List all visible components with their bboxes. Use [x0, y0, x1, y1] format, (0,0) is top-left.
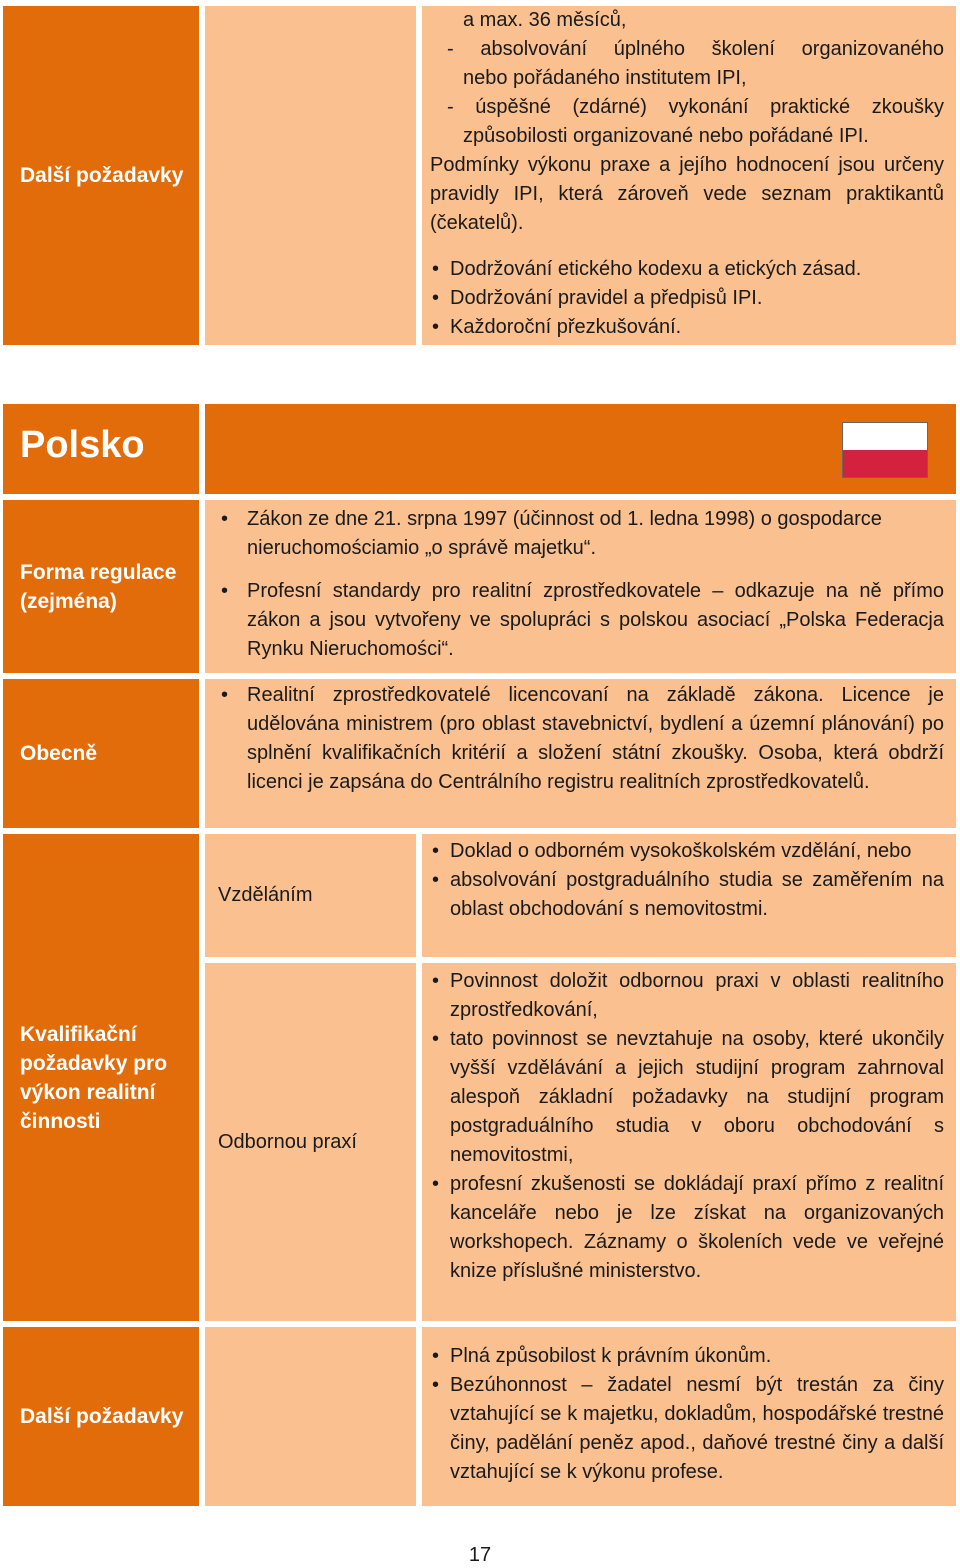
list-item: • Zákon ze dne 21. srpna 1997 (účinnost od 1. ledna 1998) o gospodarce nieruchomościamio „o správě majetku“. — [217, 505, 944, 563]
kvalifikace-label — [3, 834, 199, 1321]
cz-line-1: a max. 36 měsíců, — [463, 9, 627, 31]
praxe-label: Odbornou praxí — [218, 1130, 357, 1153]
forma-label-text: Forma regulace (zejména) — [20, 560, 177, 613]
list-item: • Doklad o odborném vysokoškolském vzdělání, nebo — [430, 837, 944, 866]
cz-line-4: - úspěšné (zdárné) vykonání praktické zkoušky — [447, 96, 944, 118]
poland-header-left — [3, 404, 199, 494]
praxe-label-cell — [205, 963, 416, 1321]
cz-line-2: - absolvování úplného školení organizovaného — [447, 38, 944, 60]
cz-line-3: nebo pořádaného institutem IPI, — [463, 67, 747, 89]
page-number: 17 — [468, 1544, 492, 1566]
vzdelani-label: Vzděláním — [218, 884, 313, 906]
list-item: • Bezúhonnost – žadatel nesmí být trestán za činy vztahující se k majetku, dokladům, hospodářské trestné činy, padělání peněz apod., daňové trestné činy a další vztahující se k výkonu profese. — [430, 1371, 944, 1487]
list-item: • Plná způsobilost k právním úkonům. — [430, 1342, 944, 1371]
dalsi-middle-cell — [205, 1327, 416, 1506]
list-item: • Povinnost doložit odbornou praxi v oblasti realitního zprostředkování, — [430, 967, 944, 1025]
list-item: • Profesní standardy pro realitní zprostředkovatele – odkazuje na ně přímo zákon a jsou vytvořeny ve spolupráci s polskou asociací „Polska Federacja Rynku Nieruchomości“. — [217, 577, 944, 664]
poland-flag-icon — [842, 422, 928, 478]
cz-other-label-text: Další požadavky — [20, 164, 184, 187]
vzdelani-list — [430, 837, 944, 924]
obecne-list — [217, 681, 944, 797]
dalsi-list — [430, 1342, 944, 1487]
forma-list — [217, 505, 944, 664]
cz-other-requirements-label — [3, 6, 199, 345]
dalsi-label-text: Další požadavky — [20, 1405, 184, 1428]
cz-line-5: způsobilosti organizované nebo pořádané IPI. — [463, 125, 869, 147]
praxe-list — [430, 967, 944, 1286]
cz-other-requirements-list — [430, 255, 944, 342]
list-item: • Dodržování pravidel a předpisů IPI. — [430, 284, 944, 313]
cz-conditions-paragraph: Podmínky výkonu praxe a jejího hodnocení jsou určeny pravidly IPI, která zároveň vede seznam praktikantů (čekatelů). — [430, 154, 944, 234]
list-item: • Každoroční přezkušování. — [430, 313, 944, 342]
list-item: • profesní zkušenosti se dokládají praxí přímo z realitní kanceláře nebo je lze získat na organizovaných workshopech. Záznamy o školeních vede ve veřejné knize příslušné ministerstvo. — [430, 1170, 944, 1286]
forma-regulace-content — [205, 500, 956, 673]
list-item: • tato povinnost se nevztahuje na osoby, které ukončily vyšší vzdělávání a jejich studijní program zahrnoval alespoň základní požadavky na studijní program postgraduálního studia v oboru obchodování s nemovitostmi, — [430, 1025, 944, 1170]
page-title: Polsko — [20, 424, 145, 466]
dalsi-pozadavky-label — [3, 1327, 199, 1506]
dalsi-content — [422, 1327, 956, 1506]
forma-regulace-label — [3, 500, 199, 673]
cz-middle-cell — [205, 6, 416, 345]
obecne-label-text: Obecně — [20, 742, 98, 765]
obecne-content — [205, 679, 956, 828]
obecne-label — [3, 679, 199, 828]
kvalifikace-label-text: Kvalifikační požadavky pro výkon realitní činnosti — [20, 1022, 168, 1133]
vzdelani-label-cell — [205, 834, 416, 957]
praxe-content — [422, 963, 956, 1321]
list-item: • Dodržování etického kodexu a etických zásad. — [430, 255, 944, 284]
list-item: • absolvování postgraduálního studia se zaměřením na oblast obchodování s nemovitostmi. — [430, 866, 944, 924]
vzdelani-content — [422, 834, 956, 957]
cz-content-cell — [422, 6, 956, 345]
list-item: • Realitní zprostředkovatelé licencovaní na základě zákona. Licence je udělována ministrem (pro oblast stavebnictví, bydlení a územní plánování) po splnění kvalifikačních kritérií a složení státní zkoušky. Osoba, která obdrží licenci je zapsána do Centrálního registru realitních zprostředkovatelů. — [217, 681, 944, 797]
